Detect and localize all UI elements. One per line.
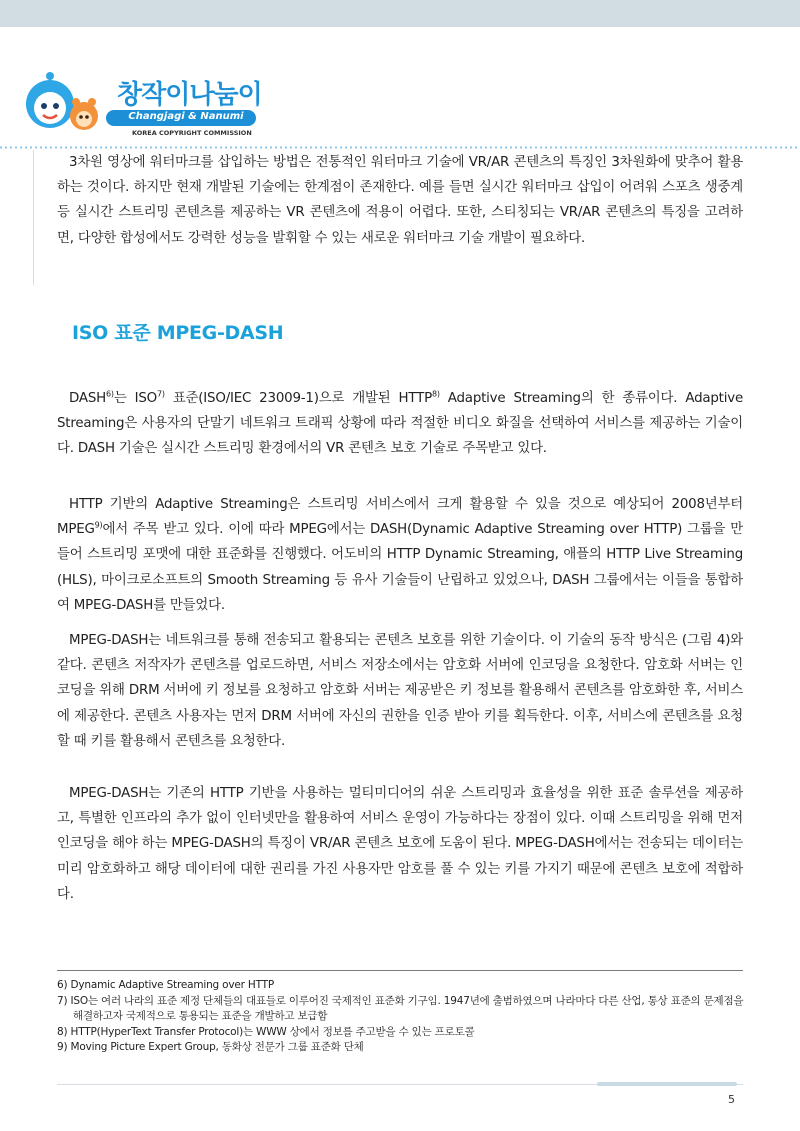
text-run: 는 ISO bbox=[113, 391, 157, 406]
footnote-ref: 9) bbox=[94, 520, 103, 530]
intro-paragraph: 3차원 영상에 워터마크를 삽입하는 방법은 전통적인 워터마크 기술에 VR/AR 콘텐츠의 특징인 3차원화에 맞추어 활용하는 것이다. 하지만 현재 개발된 기술에는 한계점이 존재한다. 예를 들면 실시간 워터마크 삽입이 어려워 스포츠 생중계 등 실시간 스트리밍 콘텐츠를 제공하는 VR 콘텐츠에 적용이 어렵다. 또한, 스티칭되는 VR/AR 콘텐츠의 특징을 고려하면, 다양한 합성에서도 강력한 성능을 발휘할 수 있는 새로운 워터마크 기술 개발이 필요하다. bbox=[57, 155, 743, 246]
footnote-ref: 8) bbox=[431, 389, 440, 399]
text-run: HTTP 기반의 Adaptive Streaming은 스트리밍 서비스에서 크게 활용할 수 있을 것으로 예상되어 2008년부터 MPEG bbox=[57, 497, 743, 538]
footnote-separator bbox=[57, 970, 743, 971]
footnote-item: 9) Moving Picture Expert Group, 동화상 전문가 그룹 표준화 단체 bbox=[57, 1041, 364, 1053]
footnotes bbox=[57, 978, 747, 1056]
footnote-item: 6) Dynamic Adaptive Streaming over HTTP bbox=[57, 979, 274, 991]
logo-title: 창작이나눔이 bbox=[117, 80, 262, 110]
text-run: 에서 주목 받고 있다. 이에 따라 MPEG에서는 DASH(Dynamic Adaptive Streaming over HTTP) 그룹을 만들어 스트리밍 포맷에 대한 표준화를 진행했다. 어도비의 HTTP Dynamic Streaming, 애플의 HTTP Live Streaming (HLS), 마이크로소프트의 Smooth Streaming 등 유사 기술들이 난립하고 있었으나, DASH 그룹에서는 이들을 통합하여 MPEG-DASH를 만들었다. bbox=[57, 522, 743, 613]
footnote-item: 7) ISO는 여러 나라의 표준 제정 단체들의 대표들로 이루어진 국제적인 표준화 기구임. 1947년에 출범하였으며 나라마다 다른 산업, 통상 표준의 문제점을 해결하고자 국제적으로 통용되는 표준을 개발하고 보급함 bbox=[57, 994, 744, 1022]
text-run: DASH bbox=[69, 391, 107, 406]
text-run: Adaptive Streaming의 한 종류이다. Adaptive Streaming은 사용자의 단말기 네트워크 트래픽 상황에 따라 적절한 비디오 화질을 선택하여 서비스를 제공하는 기술이다. DASH 기술은 실시간 스트리밍 환경에서의 VR 콘텐츠 보호 기술로 주목받고 있다. bbox=[57, 391, 744, 457]
footer-accent-bar bbox=[597, 1082, 737, 1086]
header-dotted-rule bbox=[0, 146, 800, 149]
logo-subtitle: Changjagi & Nanumi bbox=[128, 111, 244, 122]
paragraph-mpeg-dash-operation: MPEG-DASH는 네트워크를 통해 전송되고 활용되는 콘텐츠 보호를 위한 기술이다. 이 기술의 동작 방식은 (그림 4)와 같다. 콘텐츠 저작자가 콘텐츠를 업로드하면, 서비스 저장소에서는 암호화 서버에 인코딩을 요청한다. 암호화 서버는 인코딩을 위해 DRM 서버에 키 정보를 요청하고 암호화 서버는 제공받은 키 정보를 활용해서 콘텐츠를 암호화한 후, 서비스에 제공한다. 콘텐츠 사용자는 먼저 DRM 서버에 자신의 권한을 인증 받아 키를 획득한다. 이후, 서비스에 콘텐츠를 요청할 때 키를 활용해서 콘텐츠를 요청한다. bbox=[57, 633, 743, 749]
footnote-item: 8) HTTP(HyperText Transfer Protocol)는 WWW 상에서 정보를 주고받을 수 있는 프로토콜 bbox=[57, 1025, 475, 1038]
paragraph-mpeg-dash-benefits: MPEG-DASH는 기존의 HTTP 기반을 사용하는 멀티미디어의 쉬운 스트리밍과 효율성을 위한 표준 솔루션을 제공하고, 특별한 인프라의 추가 없이 인터넷만을 활용하여 서비스 운영이 가능하다는 장점이 있다. 이때 스트리밍을 위해 먼저 인코딩을 해야 하는 MPEG-DASH의 특징이 VR/AR 콘텐츠 보호에 도움이 된다. MPEG-DASH에서는 전송되는 데이터는 미리 암호화하고 해당 데이터에 대한 권리를 가진 사용자만 암호를 풀 수 있는 키를 가지기 때문에 콘텐츠 보호에 적합하다. bbox=[57, 786, 743, 902]
top-band bbox=[0, 0, 800, 27]
footnote-ref: 6) bbox=[106, 389, 114, 399]
logo-org: KOREA COPYRIGHT COMMISSION bbox=[132, 129, 252, 137]
footnote-ref: 7) bbox=[156, 389, 165, 399]
left-margin-rule bbox=[33, 150, 34, 285]
page-number: 5 bbox=[728, 1093, 735, 1106]
paragraph-http-adaptive bbox=[57, 492, 743, 618]
section-heading: ISO 표준 MPEG-DASH bbox=[72, 322, 284, 344]
logo bbox=[20, 68, 265, 140]
text-run: 표준(ISO/IEC 23009-1)으로 개발된 HTTP bbox=[164, 391, 432, 406]
paragraph-dash-intro bbox=[57, 386, 743, 462]
